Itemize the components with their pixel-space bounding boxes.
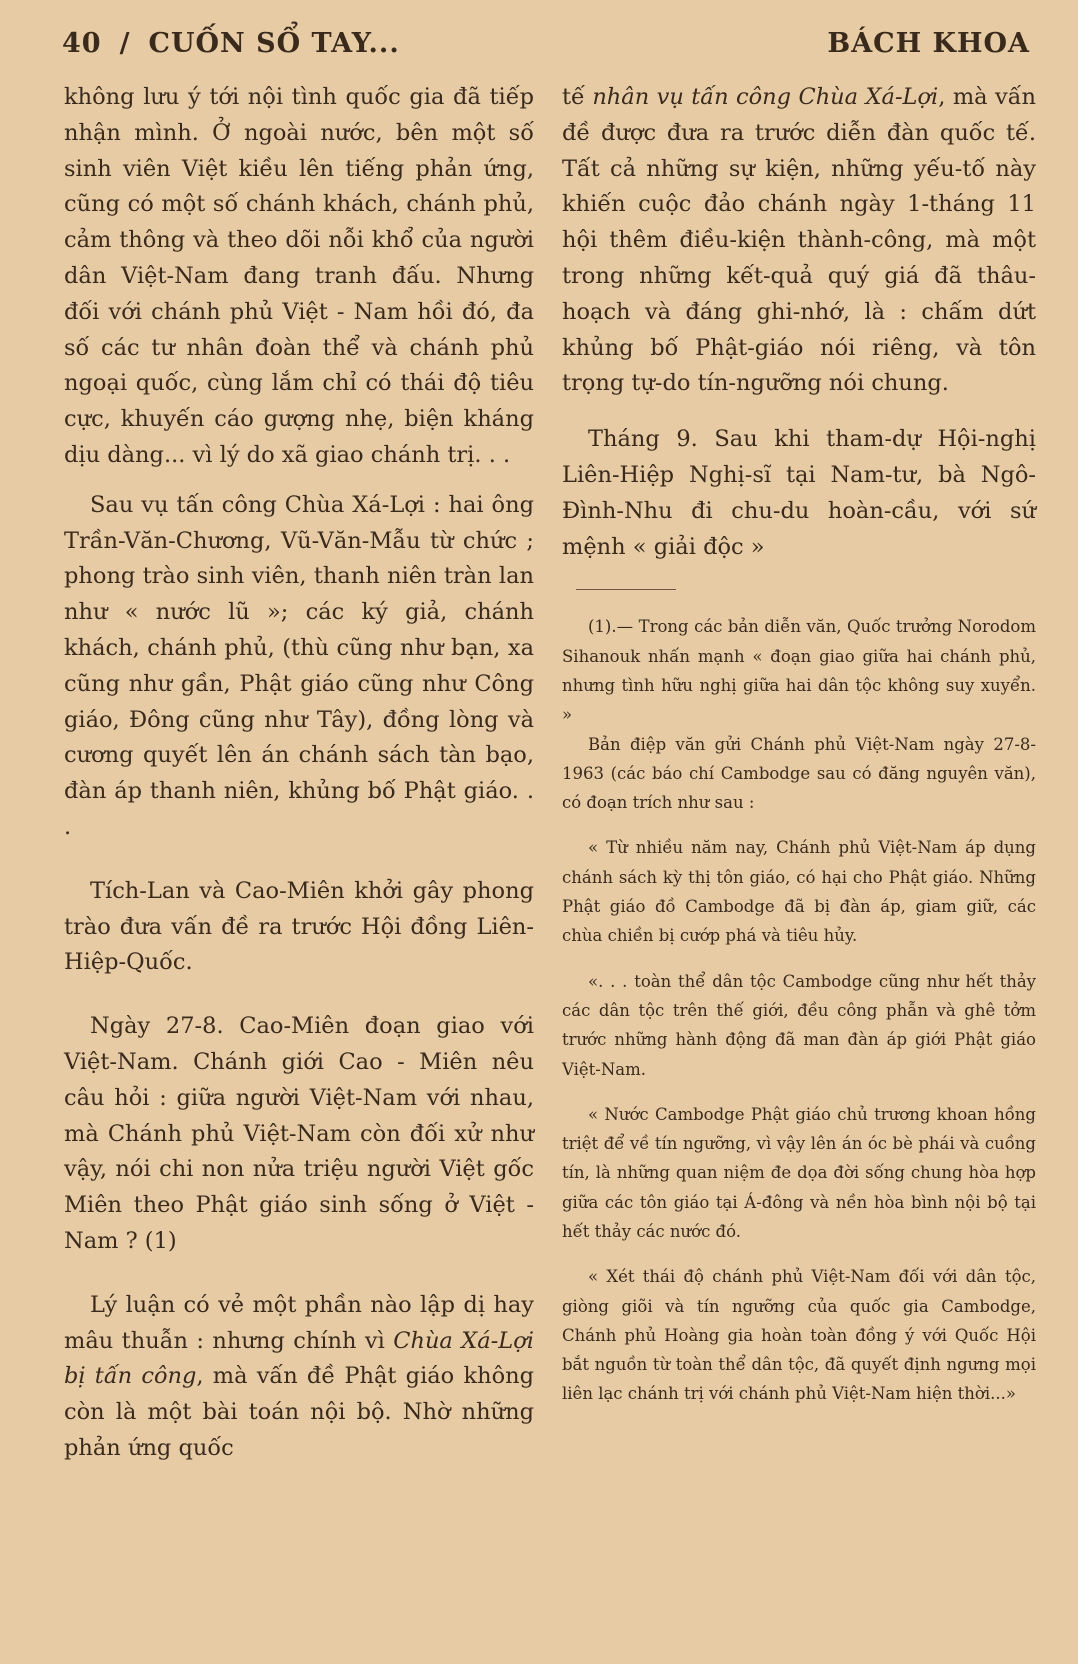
footnote-quote-4: « Xét thái độ chánh phủ Việt-Nam đối với dân tộc, giòng giõi và tín ngưỡng của quốc gia Cambodge, Chánh phủ Hoàng gia hoàn toàn đồng ý với Quốc Hội bắt nguồn từ toàn thể dân tộc, đã quyết định ngưng mọi liên lạc chánh trị với chánh phủ Việt-Nam hiện thời...» [562,1267,1036,1404]
header-left [62,28,400,59]
header-separator: / [119,27,131,59]
paragraph-august-27: Ngày 27-8. Cao-Miên đoạn giao với Việt-Nam. Chánh giới Cao - Miên nêu câu hỏi : giữa người Việt-Nam với nhau, mà Chánh phủ Việt-Nam còn đối xử như vậy, nói chi non nửa triệu người Việt gốc Miên theo Phật giáo sinh sống ở Việt - Nam ? (1) [64,1013,534,1254]
paragraph-ceylon-cambodia: Tích-Lan và Cao-Miên khởi gây phong trào đưa vấn đề ra trước Hội đồng Liên-Hiệp-Quốc. [64,877,534,976]
paragraph-xa-loi-attack: Sau vụ tấn công Chùa Xá-Lợi : hai ông Trần-Văn-Chương, Vũ-Văn-Mẫu từ chức ; phong trào sinh viên, thanh niên tràn lan như « nước lũ »; các ký giả, chánh khách, chánh phủ, (thù cũng như bạn, xa cũng như gần, Phật giáo cũng như Công giáo, Đông cũng như Tây), đồng lòng và cương quyết lên án chánh sách tàn bạo, đàn áp thanh niên, khủng bố Phật giáo. . . [64,491,534,840]
running-title: CUỐN SỔ TAY... [148,27,400,59]
page-number: 40 [62,27,102,59]
italic-run: Chùa Xá-Lợi bị tấn công [64,1327,534,1390]
paragraph-september: Tháng 9. Sau khi tham-dự Hội-nghị Liên-Hiệp Nghị-sĩ tại Nam-tư, bà Ngô-Đình-Nhu đi chu-du hoàn-cầu, với sứ mệnh « giải độc » [562,426,1036,560]
paragraph-continuation: không lưu ý tới nội tình quốc gia đã tiếp nhận mình. Ở ngoài nước, bên một số sinh viên Việt kiều lên tiếng phản ứng, cũng có một số chánh khách, chánh phủ, cảm thông và theo dõi nỗi khổ của người dân Việt-Nam đang tranh đấu. Nhưng đối với chánh phủ Việt - Nam hồi đó, đa số các tư nhân đoàn thể và chánh phủ ngoại quốc, cùng lắm chỉ có thái độ tiêu cực, khuyến cáo gượng nhẹ, biện kháng dịu dàng... vì lý do xã giao chánh trị. . . [64,84,534,468]
footnote-1: (1).— Trong các bản diễn văn, Quốc trưởng Norodom Sihanouk nhấn mạnh « đoạn giao giữa hai chánh phủ, nhưng tình hữu nghị giữa hai dân tộc không suy xuyển. » [562,617,1036,725]
text-run: Lý luận có vẻ một phần nào lập dị hay mâu thuẫn : nhưng chính vì [64,1291,534,1354]
footnote-quote-1: « Từ nhiều năm nay, Chánh phủ Việt-Nam áp dụng chánh sách kỳ thị tôn giáo, có hại cho Phật giáo. Những Phật giáo đồ Cambodge đã bị đàn áp, giam giữ, các chùa chiền bị cướp phá và tiêu hủy. [562,838,1036,946]
italic-run: nhân vụ tấn công Chùa Xá-Lợi [592,84,939,110]
text-run: , mà vấn đề Phật giáo không còn là một bài toán nội bộ. Nhờ những phản ứng quốc [64,1363,535,1461]
footnote-note: Bản điệp văn gửi Chánh phủ Việt-Nam ngày 27-8-1963 (các báo chí Cambodge sau có đăng nguyên văn), có đoạn trích như sau : [562,734,1036,813]
footnote-quote-3: « Nước Cambodge Phật giáo chủ trương khoan hồng triệt để về tín ngưỡng, vì vậy lên án óc bè phái và cuồng tín, là những quan niệm đe dọa đời sống chung hòa hợp giữa các tôn giáo tại Á-đông và nền hòa bình nội bộ tại hết thảy các nước đó. [562,1104,1036,1241]
running-header [62,18,1030,68]
left-column [64,80,534,1467]
footnote-quote-2: «. . . toàn thể dân tộc Cambodge cũng như hết thảy các dân tộc trên thế giới, đều công phẫn và ghê tởm trước những hành động đã man đàn áp giới Phật giáo Việt-Nam. [562,971,1036,1079]
paragraph-international [562,80,1036,402]
magazine-name: BÁCH KHOA [827,27,1030,59]
right-column [562,80,1036,1409]
footnote-divider [576,589,676,590]
paragraph-reasoning [64,1288,534,1467]
text-run: , mà vấn đề được đưa ra trước diễn đàn quốc tế. Tất cả những sự kiện, những yếu-tố này khiến cuộc đảo chánh ngày 1-tháng 11 hội thêm điều-kiện thành-công, mà một trong những kết-quả quý giá đã thâu-hoạch và đáng ghi-nhớ, là : chấm dứt khủng bố Phật-giáo nói riêng, và tôn trọng tự-do tín-ngưỡng nói chung. [562,84,1036,397]
text-run: tế [562,84,593,110]
